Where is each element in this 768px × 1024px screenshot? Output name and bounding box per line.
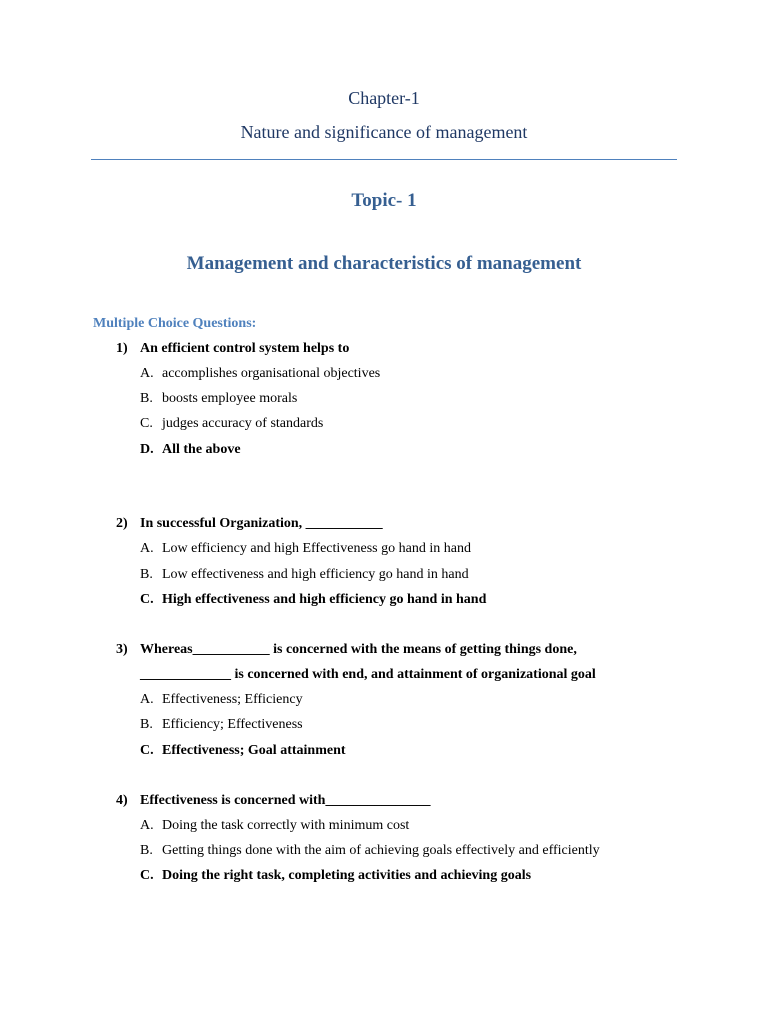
option-text: Doing the right task, completing activities and achieving goals	[162, 868, 532, 883]
question-1-option-d	[140, 440, 241, 460]
option-letter: D.	[140, 442, 154, 457]
question-text: In successful Organization, ___________	[140, 516, 383, 531]
question-4-option-a	[140, 816, 409, 836]
chapter-subtitle: Nature and significance of management	[240, 122, 528, 142]
option-letter: B.	[140, 567, 153, 582]
option-letter: C.	[140, 743, 154, 758]
question-number: 2)	[116, 516, 128, 531]
question-3-option-c	[140, 741, 346, 761]
option-text: All the above	[162, 442, 241, 457]
option-letter: B.	[140, 391, 153, 406]
question-number: 1)	[116, 341, 128, 356]
question-2-option-c	[140, 590, 486, 610]
question-2-option-b	[140, 565, 469, 585]
question-1	[116, 339, 349, 359]
question-3	[116, 640, 577, 660]
option-letter: C.	[140, 868, 154, 883]
question-3-option-b	[140, 715, 303, 735]
option-text: Low effectiveness and high efficiency go hand in hand	[162, 567, 469, 582]
topic-label: Topic- 1	[351, 190, 417, 211]
topic-heading: Management and characteristics of management	[186, 253, 582, 274]
question-number: 3)	[116, 642, 128, 657]
option-letter: A.	[140, 818, 154, 833]
option-text: judges accuracy of standards	[162, 416, 324, 431]
option-text: Doing the task correctly with minimum cost	[162, 818, 410, 833]
question-text: Whereas___________ is concerned with the means of getting things done,	[140, 642, 577, 657]
option-letter: A.	[140, 692, 154, 707]
question-2-option-a	[140, 539, 471, 559]
section-label: Multiple Choice Questions:	[93, 316, 257, 331]
option-text: accomplishes organisational objectives	[162, 366, 381, 381]
option-text: Effectiveness; Efficiency	[162, 692, 303, 707]
question-4-option-c	[140, 866, 531, 886]
question-1-option-b	[140, 389, 297, 409]
question-4-option-b	[140, 841, 600, 861]
question-1-option-a	[140, 364, 380, 384]
option-text: Effectiveness; Goal attainment	[162, 743, 346, 758]
chapter-title: Chapter-1	[348, 88, 420, 108]
title-divider	[91, 159, 677, 160]
question-3-continuation: _____________ is concerned with end, and attainment of organizational goal	[140, 667, 596, 682]
question-4	[116, 791, 430, 811]
option-letter: A.	[140, 366, 154, 381]
question-2	[116, 514, 383, 534]
option-letter: B.	[140, 717, 153, 732]
option-letter: C.	[140, 592, 154, 607]
option-text: Efficiency; Effectiveness	[162, 717, 303, 732]
option-letter: A.	[140, 541, 154, 556]
question-3-option-a	[140, 690, 303, 710]
question-number: 4)	[116, 793, 128, 808]
question-1-option-c	[140, 414, 323, 434]
option-text: Low efficiency and high Effectiveness go hand in hand	[162, 541, 471, 556]
option-letter: B.	[140, 843, 153, 858]
option-text: boosts employee morals	[162, 391, 298, 406]
option-text: Getting things done with the aim of achieving goals effectively and efficiently	[162, 843, 600, 858]
option-text: High effectiveness and high efficiency go hand in hand	[162, 592, 487, 607]
question-text: An efficient control system helps to	[140, 341, 350, 356]
option-letter: C.	[140, 416, 153, 431]
question-text: Effectiveness is concerned with_______________	[140, 793, 431, 808]
